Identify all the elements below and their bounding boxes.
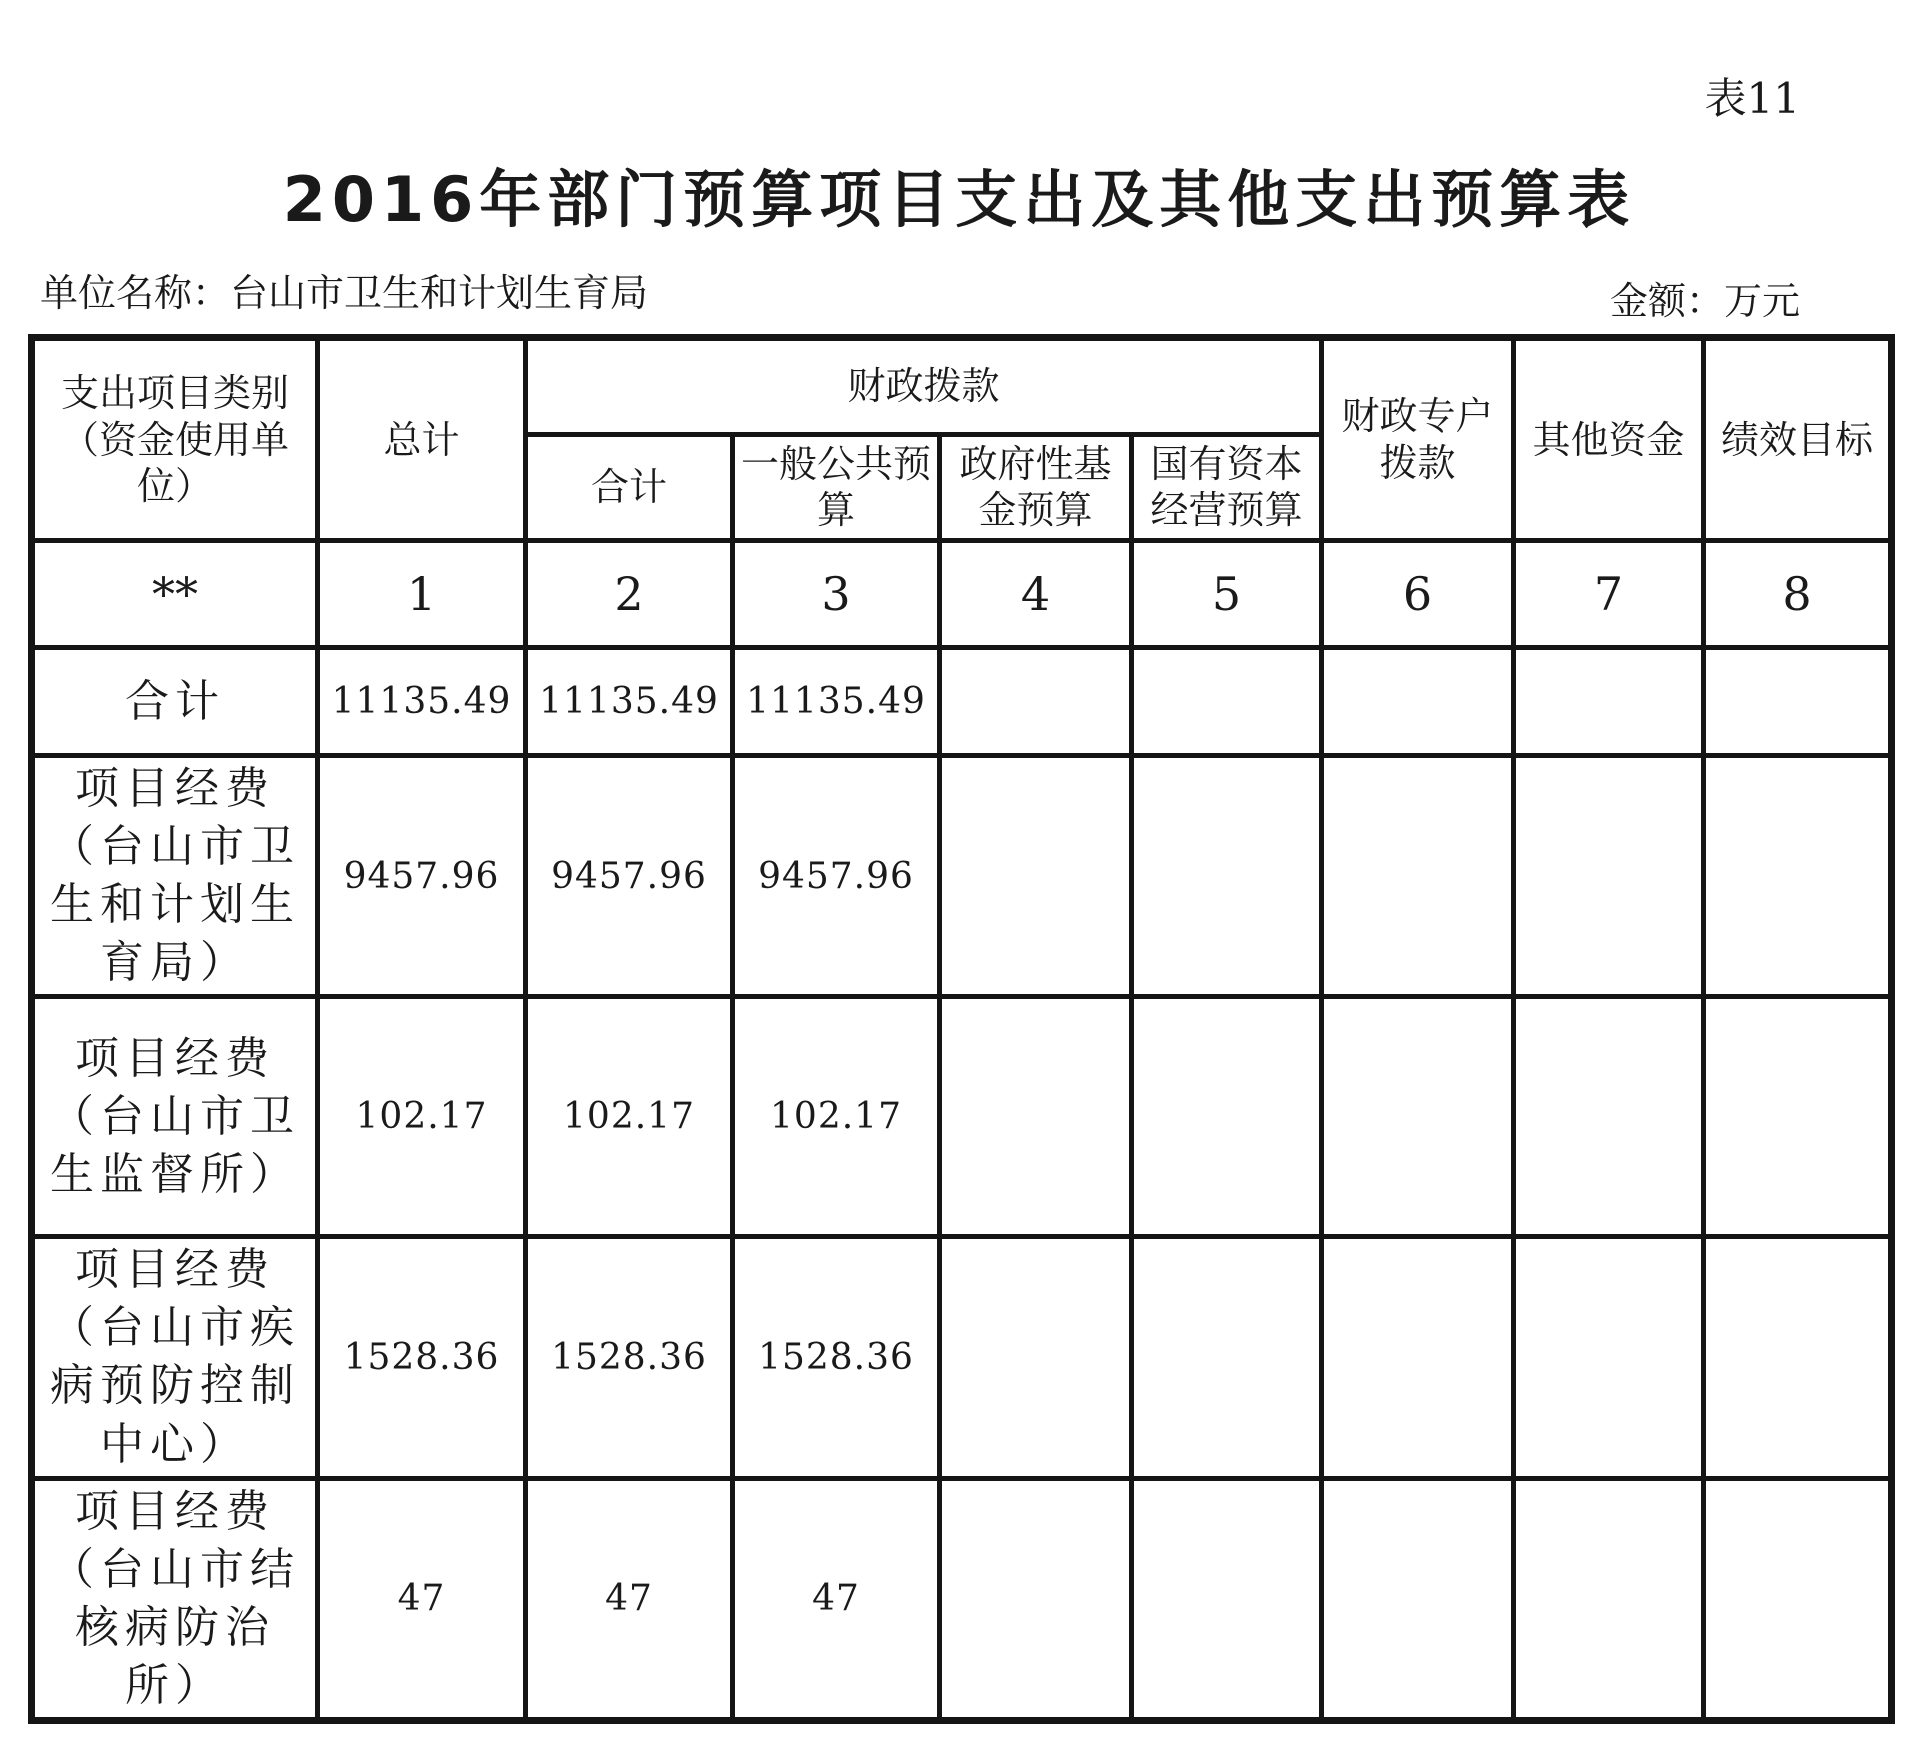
row-label: 项目经费（台山市卫生和计划生育局）: [32, 755, 318, 996]
table-row: [32, 755, 1892, 996]
table-cell: [940, 648, 1132, 756]
table-cell: [1514, 997, 1704, 1237]
header-fiscal: 财政拨款: [526, 338, 1322, 435]
table-cell: [940, 1478, 1132, 1720]
index-cell: 5: [1132, 541, 1322, 648]
table-cell: 1528.36: [733, 1237, 940, 1478]
table-cell: [1704, 997, 1892, 1237]
table-cell: [1132, 997, 1322, 1237]
amount-unit-label: 金额：: [1609, 279, 1724, 323]
table-cell: 9457.96: [733, 755, 940, 996]
table-cell: 11135.49: [526, 648, 733, 756]
table-row: [32, 1237, 1892, 1478]
header-special: 财政专户拨款: [1322, 338, 1514, 541]
header-row-1: [32, 338, 1892, 435]
table-cell: [940, 997, 1132, 1237]
table-cell: [1322, 755, 1514, 996]
table-cell: [1132, 755, 1322, 996]
table-cell: [1322, 1237, 1514, 1478]
table-cell: 11135.49: [733, 648, 940, 756]
index-cell: 6: [1322, 541, 1514, 648]
table-cell: 1528.36: [318, 1237, 526, 1478]
table-cell: 102.17: [526, 997, 733, 1237]
table-cell: 1528.36: [526, 1237, 733, 1478]
header-total: 总计: [318, 338, 526, 541]
row-label: 项目经费（台山市结核病防治所）: [32, 1478, 318, 1720]
table-row: [32, 648, 1892, 756]
header-state-capital: 国有资本经营预算: [1132, 434, 1322, 541]
table-row: [32, 997, 1892, 1237]
amount-unit-line: [1610, 270, 1800, 325]
header-subtotal: 合计: [526, 434, 733, 541]
table-cell: [1704, 1237, 1892, 1478]
table-cell: 9457.96: [526, 755, 733, 996]
table-cell: [1514, 1237, 1704, 1478]
table-cell: [1322, 997, 1514, 1237]
amount-unit-value: 万元: [1723, 279, 1800, 323]
unit-name-value: 台山市卫生和计划生育局: [230, 271, 649, 315]
table-cell: [1132, 1478, 1322, 1720]
table-cell: [1514, 755, 1704, 996]
index-row: [32, 541, 1892, 648]
index-cell: 8: [1704, 541, 1892, 648]
table-cell: 47: [526, 1478, 733, 1720]
table-cell: 47: [733, 1478, 940, 1720]
index-cell: 2: [526, 541, 733, 648]
header-performance: 绩效目标: [1704, 338, 1892, 541]
budget-table: [28, 334, 1895, 1724]
table-number: 表11: [1704, 74, 1800, 123]
table-cell: [940, 755, 1132, 996]
header-other: 其他资金: [1514, 338, 1704, 541]
table-cell: [1322, 1478, 1514, 1720]
index-cell: 4: [940, 541, 1132, 648]
table-cell: [1704, 1478, 1892, 1720]
table-cell: [1514, 648, 1704, 756]
table-cell: [1514, 1478, 1704, 1720]
table-cell: [1704, 755, 1892, 996]
unit-name-line: [40, 262, 648, 317]
table-cell: [940, 1237, 1132, 1478]
header-general: 一般公共预算: [733, 434, 940, 541]
header-category: 支出项目类别（资金使用单位）: [32, 338, 318, 541]
page-title: 2016年部门预算项目支出及其他支出预算表: [282, 163, 1636, 236]
table-cell: 9457.96: [318, 755, 526, 996]
row-label: 项目经费（台山市疾病预防控制中心）: [32, 1237, 318, 1478]
index-cell: 3: [733, 541, 940, 648]
table-cell: 47: [318, 1478, 526, 1720]
index-cell: 7: [1514, 541, 1704, 648]
table-cell: 102.17: [733, 997, 940, 1237]
table-cell: [1132, 648, 1322, 756]
table-cell: [1132, 1237, 1322, 1478]
index-cell: 1: [318, 541, 526, 648]
row-label: 项目经费（台山市卫生监督所）: [32, 997, 318, 1237]
table-cell: 102.17: [318, 997, 526, 1237]
table-row: [32, 1478, 1892, 1720]
table-cell: [1704, 648, 1892, 756]
table-cell: [1322, 648, 1514, 756]
unit-name-label: 单位名称：: [40, 271, 231, 315]
row-label: 合计: [32, 648, 318, 756]
index-cell: **: [32, 541, 318, 648]
header-fund: 政府性基金预算: [940, 434, 1132, 541]
table-cell: 11135.49: [318, 648, 526, 756]
